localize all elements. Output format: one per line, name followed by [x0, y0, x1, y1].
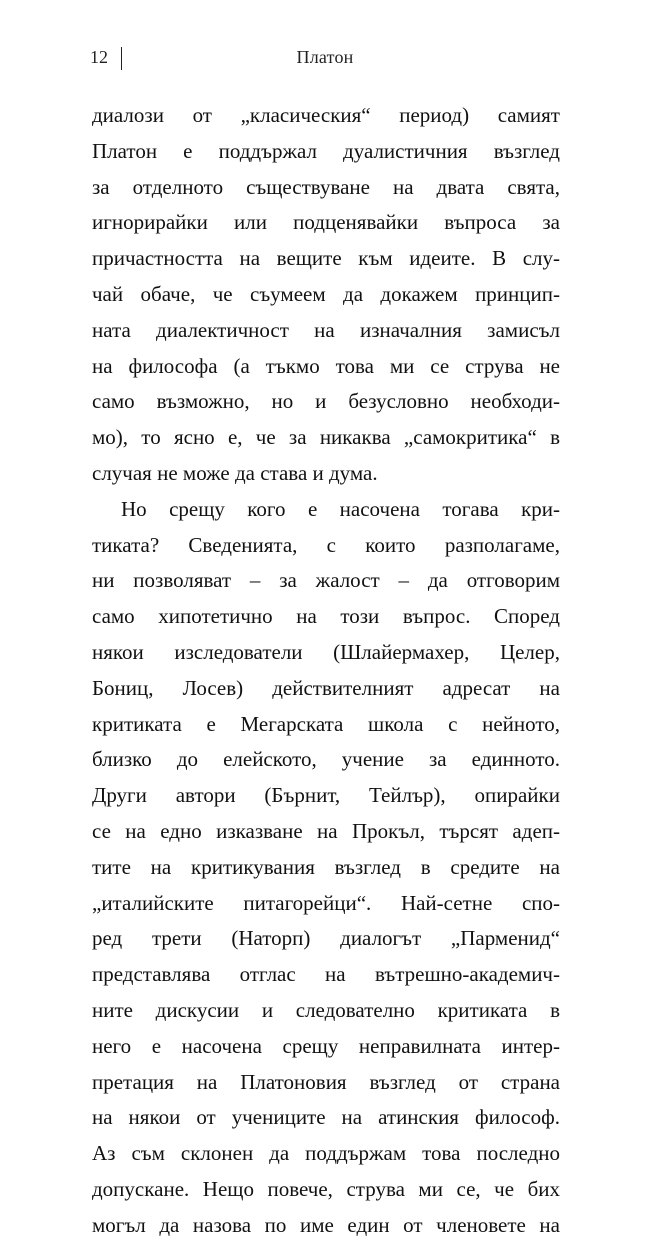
- text-line: критиката е Мегарската школа с нейното,: [92, 711, 560, 736]
- text-line: Други автори (Бърнит, Тейлър), опирайки: [92, 783, 560, 808]
- text-line: мо), то ясно е, че за никаква „самокритика“ в: [92, 425, 560, 450]
- text-line: чай обаче, че съумеем да докажем принцип-: [92, 281, 560, 306]
- text-line: само възможно, но и безусловно необходи-: [92, 389, 560, 414]
- text-line: претация на Платоновия възглед от страна: [92, 1069, 560, 1094]
- text-line: Но срещу кого е насочена тогава кри-: [121, 496, 560, 521]
- page-number: 12: [90, 47, 108, 67]
- text-line: причастността на вещите към идеите. В слу-: [92, 246, 560, 271]
- text-line: само хипотетично на този въпрос. Според: [92, 604, 560, 629]
- text-line: могъл да назова по име един от членовете на: [92, 1212, 560, 1237]
- running-head: Платон: [296, 47, 354, 67]
- text-line: Платон е поддържал дуалистичния възглед: [92, 138, 560, 163]
- text-line: тиката? Сведенията, с които разполагаме,: [92, 532, 560, 557]
- text-line: на някои от учениците на атинския философ.: [92, 1105, 560, 1130]
- text-line: Аз съм склонен да поддържам това последно: [92, 1141, 560, 1166]
- text-line: ни позволяват – за жалост – да отговорим: [92, 568, 560, 593]
- text-line: за отделното съществуване на двата свята,: [92, 174, 560, 199]
- text-line: близко до елейското, учение за единното.: [92, 747, 560, 772]
- text-line: тите на критикувания възглед в средите на: [92, 854, 560, 879]
- text-line: случая не може да става и дума.: [92, 460, 378, 485]
- text-line: представлява отглас на вътрешно-академич-: [92, 962, 560, 987]
- text-line: ред трети (Наторп) диалогът „Парменид“: [92, 926, 560, 951]
- page-header: [90, 47, 560, 77]
- text-line: на философа (а тъкмо това ми се струва не: [92, 353, 560, 378]
- text-line: игнорирайки или подценявайки въпроса за: [92, 210, 560, 235]
- text-line: се на едно изказване на Прокъл, търсят адеп-: [92, 818, 560, 843]
- text-line: ната диалектичност на изначалния замисъл: [92, 317, 560, 342]
- text-line: Бониц, Лосев) действителният адресат на: [92, 675, 560, 700]
- body-text: [92, 98, 560, 1244]
- text-line: „италийските питагорейци“. Най-сетне спо-: [92, 890, 560, 915]
- text-line: диалози от „класическия“ период) самият: [92, 103, 560, 127]
- text-line: някои изследователи (Шлайермахер, Целер,: [92, 639, 560, 664]
- text-line: него е насочена срещу неправилната интер-: [92, 1033, 560, 1058]
- text-line: допускане. Нещо повече, струва ми се, че бих: [92, 1176, 560, 1201]
- text-line: ните дискусии и следователно критиката в: [92, 997, 560, 1022]
